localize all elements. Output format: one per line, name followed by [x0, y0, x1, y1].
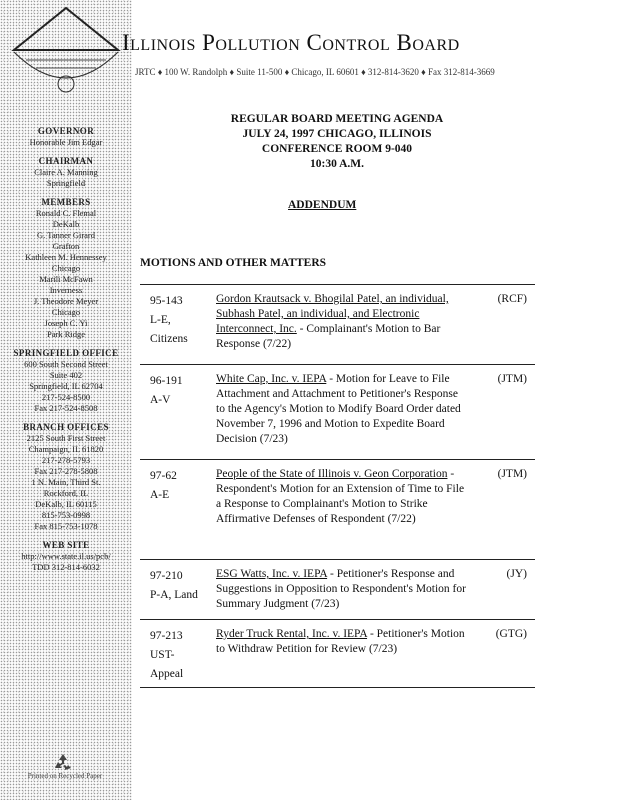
recycle-icon — [52, 752, 74, 774]
agenda-title-line: 10:30 A.M. — [310, 158, 364, 170]
docket-id: 96-191 — [150, 375, 183, 387]
sidebar-line: 217-524-8500 — [41, 392, 91, 402]
docket-tag: A-E — [150, 489, 170, 501]
sidebar-line: Suite 402 — [49, 370, 83, 380]
docket-id: 97-213 — [150, 630, 183, 642]
sidebar-line: Grafton — [52, 241, 80, 251]
docket-tag: L-E, — [150, 314, 171, 326]
motion-detail: - Petitioner's Motion to Withdraw Petition for Review (7/23) — [216, 628, 465, 655]
sidebar-line: Fax 217-524-8508 — [34, 403, 98, 413]
member-initials: (JTM) — [497, 373, 527, 385]
sidebar-line: http://www.state.il.us/pcb/ — [21, 551, 111, 561]
sidebar-line: Honorable Jim Edgar — [29, 137, 103, 147]
sidebar-line: 815-753-0998 — [41, 510, 91, 520]
agenda-row — [140, 364, 535, 459]
sidebar-line: Fax 815-753-1078 — [34, 521, 98, 531]
docket-number — [150, 292, 215, 349]
sidebar-line: DeKalb — [52, 219, 80, 229]
section-heading: MOTIONS AND OTHER MATTERS — [140, 257, 327, 269]
sidebar-line: Joseph C. Yi — [44, 318, 88, 328]
case-name: ESG Watts, Inc. v. IEPA — [216, 568, 328, 580]
sidebar-line: Park Ridge — [46, 329, 85, 339]
case-name: People of the State of Illinois v. Geon Corporation — [216, 468, 448, 480]
addendum-heading: ADDENDUM — [288, 199, 357, 211]
agenda-title-line: JULY 24, 1997 CHICAGO, ILLINOIS — [242, 128, 432, 140]
docket-number — [150, 627, 215, 684]
agenda-row — [140, 459, 535, 559]
item-description — [216, 627, 466, 657]
item-description — [216, 567, 466, 612]
case-name: Ryder Truck Rental, Inc. v. IEPA — [216, 628, 368, 640]
docket-tag: Appeal — [150, 668, 184, 680]
sidebar-line: Chicago — [51, 263, 81, 273]
sidebar-line: DeKalb, IL 60115 — [35, 499, 97, 509]
docket-tag: A-V — [150, 394, 171, 406]
sidebar-heading: SPRINGFIELD OFFICE — [13, 348, 119, 358]
motion-detail: - Petitioner's Response and Suggestions in Opposition to Respondent's Motion for Summary Judgment (7/23) — [216, 568, 466, 610]
case-name: White Cap, Inc. v. IEPA — [216, 373, 327, 385]
docket-id: 97-62 — [150, 470, 177, 482]
sidebar-line: Rockford, IL — [43, 488, 89, 498]
sidebar-line: Champaign, IL 61820 — [28, 444, 104, 454]
sidebar-line: Fax 217-278-5808 — [34, 466, 98, 476]
sidebar-line: Springfield, IL 62704 — [29, 381, 103, 391]
sidebar-roster — [2, 118, 130, 573]
member-initials: (JY) — [506, 568, 527, 580]
sidebar-line: G. Tanner Girard — [36, 230, 96, 240]
motion-detail: - Complainant's Motion to Bar Response (7/22) — [216, 323, 441, 350]
agenda-row — [140, 284, 535, 364]
docket-id: 97-210 — [150, 570, 183, 582]
org-name: Illinois Pollution Control Board — [122, 30, 460, 55]
sidebar-heading: WEB SITE — [42, 540, 90, 550]
motion-detail: - Respondent's Motion for an Extension of Time to File a Response to Complainant's Motion to Strike Affirmative Defenses of Respondent (7/22) — [216, 468, 465, 525]
sidebar-heading: GOVERNOR — [37, 126, 95, 136]
sidebar-line: Claire A. Manning — [34, 167, 98, 177]
agenda-title-line: CONFERENCE ROOM 9-040 — [261, 143, 413, 155]
sidebar-line: TDD 312-814-6032 — [32, 562, 100, 572]
item-description — [216, 372, 466, 447]
sidebar-line: 217-278-5793 — [41, 455, 91, 465]
agenda-row — [140, 559, 535, 619]
sidebar-heading: BRANCH OFFICES — [23, 422, 109, 432]
docket-number — [150, 567, 215, 605]
motion-detail: - Motion for Leave to File Attachment and Attachment to Petitioner's Response to the Agency's Motion to Modify Board Order dated November 7, 1996 and Motion to Expedite Board Decision (7/23) — [216, 373, 461, 445]
agenda-row — [140, 619, 535, 687]
sidebar-line: 1 N. Main, Third St. — [31, 477, 101, 487]
board-seal-logo — [6, 4, 126, 104]
docket-number — [150, 372, 215, 410]
agenda-title — [172, 112, 502, 172]
member-initials: (RCF) — [497, 293, 527, 305]
item-description — [216, 467, 466, 527]
sidebar-line: Chicago — [51, 307, 81, 317]
sidebar-line: J. Theodore Meyer — [33, 296, 99, 306]
sidebar-line: Marili McFawn — [39, 274, 93, 284]
item-description — [216, 292, 466, 352]
address-line: JRTC ♦ 100 W. Randolph ♦ Suite 11-500 ♦ Chicago, IL 60601 ♦ 312-814-3620 ♦ Fax 312-814-3669 — [135, 67, 495, 77]
sidebar-line: Inverness — [49, 285, 83, 295]
sidebar-line: Ronald C. Flemal — [35, 208, 97, 218]
member-initials: (GTG) — [495, 628, 527, 640]
recycle-note: Printed on Recycled Paper — [27, 772, 103, 780]
sidebar-line: 2125 South First Street — [26, 433, 106, 443]
member-initials: (JTM) — [497, 468, 527, 480]
sidebar-line: 600 South Second Street — [24, 359, 108, 369]
agenda-title-line: REGULAR BOARD MEETING AGENDA — [230, 113, 444, 125]
docket-number — [150, 467, 215, 505]
sidebar-line: Kathleen M. Hennessey — [25, 252, 107, 262]
sidebar-heading: CHAIRMAN — [38, 156, 94, 166]
row-divider — [140, 687, 535, 688]
docket-tag: UST- — [150, 649, 175, 661]
sidebar-heading: MEMBERS — [41, 197, 91, 207]
docket-tag: P-A, Land — [150, 589, 198, 601]
sidebar-line: Springfield — [46, 178, 86, 188]
docket-id: 95-143 — [150, 295, 183, 307]
docket-tag: Citizens — [150, 333, 188, 345]
case-name: Gordon Krautsack v. Bhogilal Patel, an individual, Subhash Patel, an individual, and Electronic Interconnect, Inc. — [216, 293, 449, 335]
